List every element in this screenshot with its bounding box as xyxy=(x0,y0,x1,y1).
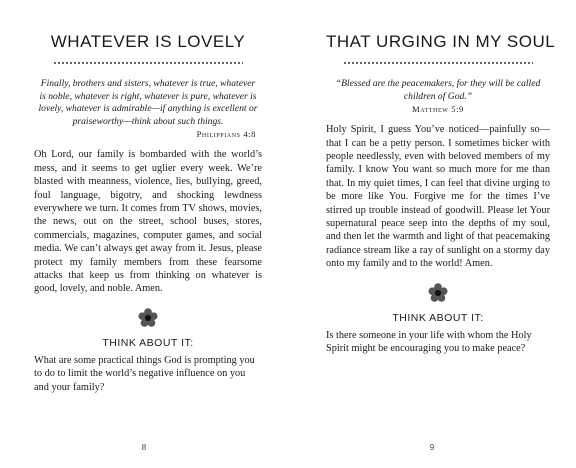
flower-icon xyxy=(427,282,449,304)
page-number: 9 xyxy=(429,443,435,452)
scripture-verse: Finally, brothers and sisters, whatever is true, whatever is noble, whatever is right, whatever is pure, whatever is lovely, whatever is admirable—if anything is excellent or praiseworthy—think about such things. xyxy=(38,78,258,127)
flower-icon xyxy=(137,307,159,329)
scripture-reference: Matthew 5:9 xyxy=(412,104,464,115)
reflection-question: What are some practical things God is prompting you to do to limit the world’s negative influence on you and your family? xyxy=(34,354,255,393)
prayer-text: Oh Lord, our family is bombarded with the world’s mess, and it seems to get uglier every week. We’re blasted with meanness, violence, lies, bullying, greed, foul language, bigotry, and shocking lewdness everywhere we turn. It comes from TV shows, movies, the news, out on the street, school buses, stores, commercials, magazines, computer games, and social media. We can’t always get away from it. Jesus, please protect my family members from these fearsome attacks that keep us from thinking on whatever is good, lovely, and noble. Amen. xyxy=(34,149,262,295)
think-about-it-heading: THINK ABOUT IT: xyxy=(102,336,194,349)
prayer-text: Holy Spirit, I guess You’ve noticed—painfully so—that I can be a petty person. I sometimes bicker with people needlessly, even with beloved members of my family. I know You want so much more for me than that. In my quiet times, I can feel that divine urging to be more like You. Forgive me for the times I’ve stirred up trouble instead of goodwill. Please let Your supernatural peace seep into the depths of my soul, and then let the warmth and light of that peacemaking radiance stream like a ray of sunlight on a stormy day onto my family and to the world! Amen. xyxy=(326,124,550,270)
scripture-reference: Philippians 4:8 xyxy=(196,129,256,140)
page-number: 8 xyxy=(141,443,147,452)
page-title: THAT URGING IN MY SOUL xyxy=(326,32,556,51)
dotted-divider xyxy=(53,62,243,64)
scripture-verse: “Blessed are the peacemakers, for they will be called children of God.” xyxy=(335,78,541,102)
page-title: WHATEVER IS LOVELY xyxy=(50,32,246,51)
right-page xyxy=(288,0,576,468)
think-about-it-heading: THINK ABOUT IT: xyxy=(392,311,484,324)
dotted-divider xyxy=(343,62,533,64)
reflection-question: Is there someone in your life with whom the Holy Spirit might be encouraging you to make peace? xyxy=(326,329,532,355)
